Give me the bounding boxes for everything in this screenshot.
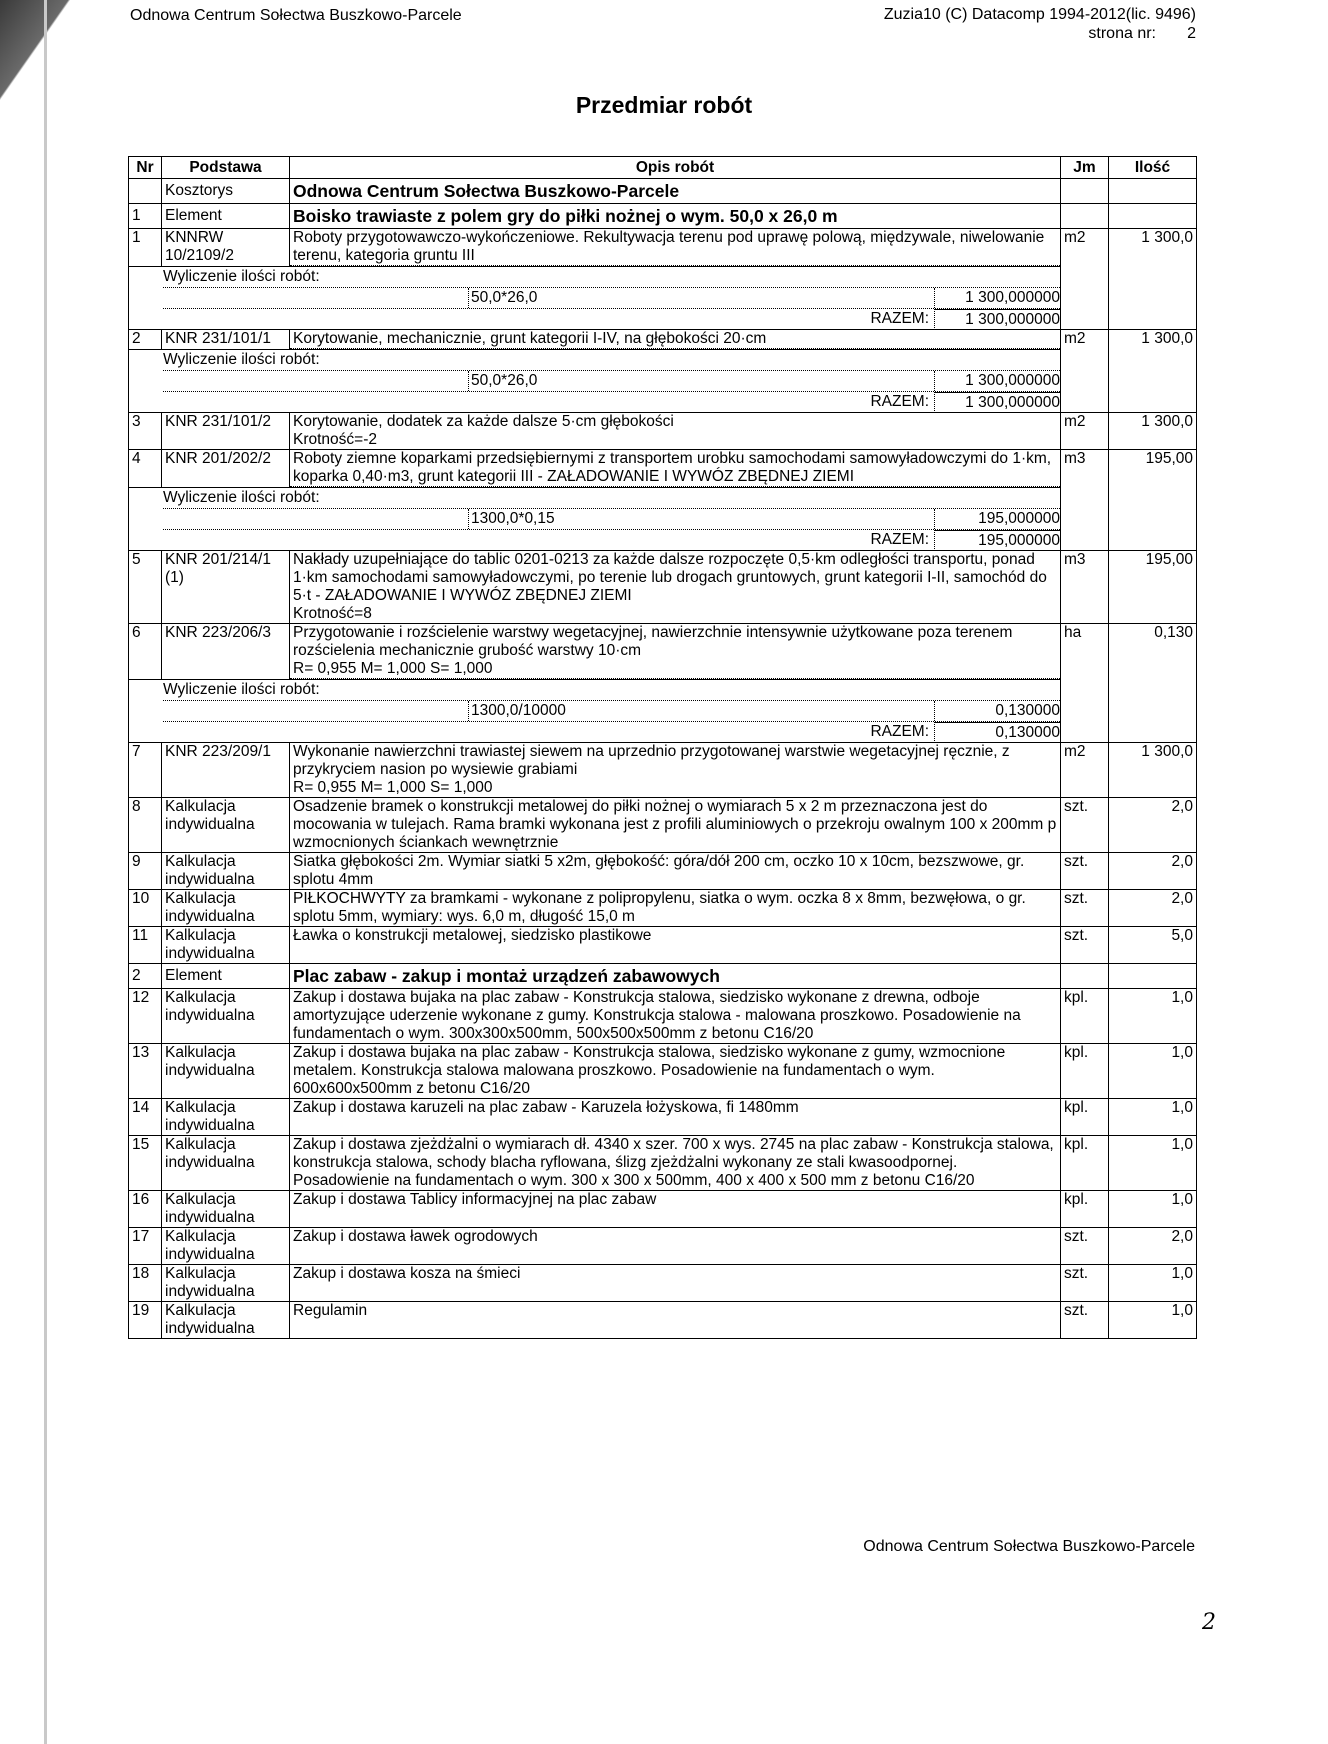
position-row — [129, 413, 1197, 450]
row-nr — [129, 179, 162, 204]
row-podstawa: KNR 231/101/2 — [162, 413, 290, 450]
row-opis: Zakup i dostawa bujaka na plac zabaw - Konstrukcja stalowa, siedzisko wykonane z drewna, odboje amortyzujące uderzenie wykonane z gumy. Konstrukcja stalowa - malowana proszkowo. Posadowienie na fundamentach o wym. 300x300x500mm, 500x500x500mm z betonu C16/20 — [290, 989, 1061, 1044]
position-row — [129, 743, 1197, 798]
calc-value: 1 300,000000 — [934, 288, 1060, 308]
row-podstawa: Kalkulacja indywidualna — [162, 1191, 290, 1228]
calc-label-text: Wyliczenie ilości robót: — [163, 489, 320, 506]
position-row — [129, 1191, 1197, 1228]
kosztorys-row — [129, 179, 1197, 204]
calc-label-text: Wyliczenie ilości robót: — [163, 681, 320, 698]
row-jm: m2 — [1061, 330, 1109, 413]
row-ilosc: 1,0 — [1109, 1265, 1197, 1302]
calc-label — [163, 267, 1060, 287]
row-ilosc: 2,0 — [1109, 890, 1197, 927]
position-row — [129, 927, 1197, 964]
opis-extra: Krotność=-2 — [293, 431, 378, 448]
calc-block — [129, 350, 1061, 413]
calc-label-text: Wyliczenie ilości robót: — [163, 268, 320, 285]
calc-lines — [163, 680, 1060, 742]
row-jm: ha — [1061, 624, 1109, 743]
row-podstawa: Kalkulacja indywidualna — [162, 798, 290, 853]
position-row — [129, 853, 1197, 890]
row-opis: Zakup i dostawa kosza na śmieci — [290, 1265, 1061, 1302]
row-ilosc — [1109, 179, 1197, 204]
opis-extra: R= 0,955 M= 1,000 S= 1,000 — [293, 660, 493, 677]
row-podstawa: KNNRW 10/2109/2 — [162, 229, 290, 267]
row-ilosc: 1,0 — [1109, 989, 1197, 1044]
calc-formula: 50,0*26,0 — [468, 288, 537, 308]
row-nr: 10 — [129, 890, 162, 927]
row-jm: kpl. — [1061, 1099, 1109, 1136]
row-opis — [290, 450, 1061, 488]
row-opis: Regulamin — [290, 1302, 1061, 1339]
row-opis: Plac zabaw - zakup i montaż urządzeń zabawowych — [290, 964, 1061, 989]
row-jm: szt. — [1061, 1265, 1109, 1302]
row-opis: Zakup i dostawa karuzeli na plac zabaw - Karuzela łożyskowa, fi 1480mm — [290, 1099, 1061, 1136]
row-ilosc: 1,0 — [1109, 1302, 1197, 1339]
row-podstawa: Kalkulacja indywidualna — [162, 1228, 290, 1265]
calc-lines — [163, 488, 1060, 550]
row-opis: Odnowa Centrum Sołectwa Buszkowo-Parcele — [290, 179, 1061, 204]
row-jm: m3 — [1061, 450, 1109, 551]
col-jm-header: Jm — [1061, 157, 1109, 179]
row-jm — [1061, 964, 1109, 989]
position-row — [129, 450, 1197, 488]
row-podstawa: KNR 223/209/1 — [162, 743, 290, 798]
row-podstawa: Kalkulacja indywidualna — [162, 1044, 290, 1099]
row-podstawa: KNR 201/214/1 (1) — [162, 551, 290, 624]
col-ilosc-header: Ilość — [1109, 157, 1197, 179]
header-page-indicator — [884, 24, 1196, 43]
calc-row — [129, 267, 1197, 330]
calc-row — [129, 350, 1197, 413]
calc-label — [163, 488, 1060, 508]
row-nr: 12 — [129, 989, 162, 1044]
opis-text: Wykonanie nawierzchni trawiastej siewem na uprzednio przygotowanej warstwie wegetacyjnej ręcznie, z przykryciem nasion po wysiewie grabiami — [293, 743, 1010, 778]
position-row — [129, 1265, 1197, 1302]
row-nr: 4 — [129, 450, 162, 488]
row-nr: 8 — [129, 798, 162, 853]
row-opis: PIŁKOCHWYTY za bramkami - wykonane z polipropylenu, siatka o wym. oczka 8 x 8mm, bezwęłowa, o gr. splotu 5mm, wymiary: wys. 6,0 m, długość 15,0 m — [290, 890, 1061, 927]
row-ilosc: 195,00 — [1109, 450, 1197, 551]
col-podstawa-header: Podstawa — [162, 157, 290, 179]
calc-label — [163, 680, 1060, 700]
row-nr: 15 — [129, 1136, 162, 1191]
row-ilosc: 1 300,0 — [1109, 229, 1197, 330]
row-podstawa: Element — [162, 964, 290, 989]
works-table — [128, 156, 1197, 1339]
calc-value: 195,000000 — [934, 509, 1060, 529]
header-project-name: Odnowa Centrum Sołectwa Buszkowo-Parcele — [130, 7, 462, 24]
opis-extra: Krotność=8 — [293, 605, 372, 622]
calc-row — [129, 488, 1197, 551]
calc-lines — [163, 267, 1060, 329]
row-nr: 7 — [129, 743, 162, 798]
row-podstawa: KNR 223/206/3 — [162, 624, 290, 680]
opis-text: Korytowanie, mechanicznie, grunt kategorii I-IV, na głębokości 20·cm — [290, 330, 1060, 349]
element-row — [129, 964, 1197, 989]
row-jm — [1061, 179, 1109, 204]
row-jm: m2 — [1061, 743, 1109, 798]
razem-value: 1 300,000000 — [934, 309, 1060, 330]
row-nr: 13 — [129, 1044, 162, 1099]
header-license: Zuzia10 (C) Datacomp 1994-2012(lic. 9496) — [883, 6, 1196, 23]
position-row — [129, 1044, 1197, 1099]
row-nr: 18 — [129, 1265, 162, 1302]
footer-project-name: Odnowa Centrum Sołectwa Buszkowo-Parcele — [863, 1538, 1195, 1555]
calc-formula-line — [163, 370, 1060, 391]
row-ilosc: 1,0 — [1109, 1099, 1197, 1136]
razem-value: 1 300,000000 — [934, 392, 1060, 413]
calc-block — [129, 488, 1061, 551]
position-row — [129, 330, 1197, 350]
row-opis — [290, 330, 1061, 350]
row-ilosc: 1 300,0 — [1109, 330, 1197, 413]
row-ilosc — [1109, 204, 1197, 229]
razem-label: RAZEM: — [870, 393, 929, 410]
razem-value: 195,000000 — [934, 530, 1060, 551]
row-ilosc: 2,0 — [1109, 798, 1197, 853]
row-opis — [290, 743, 1061, 798]
row-podstawa: Element — [162, 204, 290, 229]
calc-formula-line — [163, 287, 1060, 308]
row-opis — [290, 624, 1061, 680]
row-jm: szt. — [1061, 1302, 1109, 1339]
row-podstawa: Kalkulacja indywidualna — [162, 927, 290, 964]
row-podstawa: Kalkulacja indywidualna — [162, 1099, 290, 1136]
row-jm: szt. — [1061, 1228, 1109, 1265]
page-number: 2 — [1187, 25, 1196, 42]
calc-formula: 1300,0/10000 — [468, 701, 566, 721]
header-software-info — [884, 5, 1196, 43]
row-nr: 1 — [129, 204, 162, 229]
row-nr: 14 — [129, 1099, 162, 1136]
row-ilosc: 1 300,0 — [1109, 743, 1197, 798]
position-row — [129, 890, 1197, 927]
row-podstawa: Kosztorys — [162, 179, 290, 204]
element-row — [129, 204, 1197, 229]
col-nr-header: Nr — [129, 157, 162, 179]
opis-text: Roboty ziemne koparkami przedsiębiernymi z transportem urobku samochodami samowyładowczymi do 1·km, koparka 0,40·m3, grunt kategorii III - ZAŁADOWANIE I WYWÓZ ZBĘDNEJ ZIEMI — [290, 450, 1060, 487]
row-jm — [1061, 204, 1109, 229]
calc-row — [129, 680, 1197, 743]
row-podstawa: KNR 231/101/1 — [162, 330, 290, 350]
position-row — [129, 624, 1197, 680]
razem-label: RAZEM: — [870, 531, 929, 548]
calc-block — [129, 680, 1061, 743]
calc-formula-line — [163, 508, 1060, 529]
row-opis: Zakup i dostawa Tablicy informacyjnej na plac zabaw — [290, 1191, 1061, 1228]
scan-shadow-corner — [0, 0, 115, 160]
row-opis: Ławka o konstrukcji metalowej, siedzisko plastikowe — [290, 927, 1061, 964]
row-ilosc: 1,0 — [1109, 1044, 1197, 1099]
opis-wrap — [290, 624, 1060, 679]
position-row — [129, 1099, 1197, 1136]
row-ilosc: 2,0 — [1109, 853, 1197, 890]
row-ilosc: 1 300,0 — [1109, 413, 1197, 450]
row-nr: 6 — [129, 624, 162, 680]
calc-label — [163, 350, 1060, 370]
row-ilosc: 0,130 — [1109, 624, 1197, 743]
row-jm: kpl. — [1061, 1136, 1109, 1191]
calc-formula: 50,0*26,0 — [468, 371, 537, 391]
calc-razem-line — [163, 391, 1060, 412]
calc-razem-line — [163, 529, 1060, 550]
scan-edge-line — [44, 0, 47, 1744]
row-nr: 19 — [129, 1302, 162, 1339]
row-nr: 16 — [129, 1191, 162, 1228]
position-row — [129, 1228, 1197, 1265]
row-jm: kpl. — [1061, 989, 1109, 1044]
row-nr: 1 — [129, 229, 162, 267]
page-title: Przedmiar robót — [575, 92, 753, 118]
row-jm: m2 — [1061, 229, 1109, 330]
calc-formula-line — [163, 700, 1060, 721]
row-ilosc — [1109, 964, 1197, 989]
row-nr: 2 — [129, 330, 162, 350]
opis-extra: R= 0,955 M= 1,000 S= 1,000 — [293, 779, 493, 796]
position-row — [129, 229, 1197, 267]
row-opis — [290, 551, 1061, 624]
row-ilosc: 195,00 — [1109, 551, 1197, 624]
row-nr: 3 — [129, 413, 162, 450]
row-jm: m2 — [1061, 413, 1109, 450]
row-jm: szt. — [1061, 798, 1109, 853]
position-row — [129, 989, 1197, 1044]
row-jm: kpl. — [1061, 1191, 1109, 1228]
row-opis: Zakup i dostawa ławek ogrodowych — [290, 1228, 1061, 1265]
row-podstawa: Kalkulacja indywidualna — [162, 989, 290, 1044]
calc-label-text: Wyliczenie ilości robót: — [163, 351, 320, 368]
razem-value: 0,130000 — [934, 722, 1060, 743]
row-opis: Osadzenie bramek o konstrukcji metalowej do piłki nożnej o wymiarach 5 x 2 m przeznaczona jest do mocowania w tulejach. Rama bramki wykonana jest z profili aluminiowych o przekroju owalnym 100 x 200mm p wzmocnionych ściankach wewnętrznie — [290, 798, 1061, 853]
calc-razem-line — [163, 308, 1060, 329]
row-opis — [290, 229, 1061, 267]
col-opis-header: Opis robót — [290, 157, 1061, 179]
opis-text: Nakłady uzupełniające do tablic 0201-0213 za każde dalsze rozpoczęte 0,5·km odległości transportu, ponad 1·km samochodami samowyładowczymi, po terenie lub drogach gruntowych, grunt kategorii I-II, samochód do 5·t - ZAŁADOWANIE I WYWÓZ ZBĘDNEJ ZIEMI — [293, 551, 1047, 604]
opis-text: Roboty przygotowawczo-wykończeniowe. Rekultywacja terenu pod uprawę polową, międzywale, niwelowanie terenu, kategoria gruntu III — [290, 229, 1060, 266]
razem-label: RAZEM: — [870, 723, 929, 740]
row-jm: kpl. — [1061, 1044, 1109, 1099]
row-opis — [290, 413, 1061, 450]
opis-text: Przygotowanie i rozścielenie warstwy wegetacyjnej, nawierzchnie intensywnie użytkowane poza terenem rozścielenia mechanicznie grubość warstwy 10·cm — [293, 624, 1013, 659]
row-opis: Boisko trawiaste z polem gry do piłki nożnej o wym. 50,0 x 26,0 m — [290, 204, 1061, 229]
razem-label: RAZEM: — [870, 310, 929, 327]
calc-block — [129, 267, 1061, 330]
row-opis: Zakup i dostawa zjeżdżalni o wymiarach dł. 4340 x szer. 700 x wys. 2745 na plac zabaw - Konstrukcja stalowa, konstrukcja stalowa, schody blacha ryflowana, ślizg zjeżdżalni wykonany ze stali kwasoodpornej. Posadowienie na fundamentach o wym. 300 x 300 x 500mm, 400 x 400 x 500 mm z betonu C16/20 — [290, 1136, 1061, 1191]
calc-value: 0,130000 — [934, 701, 1060, 721]
calc-formula: 1300,0*0,15 — [468, 509, 555, 529]
row-nr: 5 — [129, 551, 162, 624]
calc-razem-line — [163, 721, 1060, 742]
position-row — [129, 551, 1197, 624]
row-podstawa: Kalkulacja indywidualna — [162, 1136, 290, 1191]
page-label: strona nr: — [1088, 25, 1156, 42]
row-podstawa: Kalkulacja indywidualna — [162, 1265, 290, 1302]
calc-value: 1 300,000000 — [934, 371, 1060, 391]
table-header-row — [129, 157, 1197, 179]
position-row — [129, 1136, 1197, 1191]
row-jm: szt. — [1061, 890, 1109, 927]
row-podstawa: KNR 201/202/2 — [162, 450, 290, 488]
row-ilosc: 1,0 — [1109, 1191, 1197, 1228]
position-row — [129, 1302, 1197, 1339]
row-jm: szt. — [1061, 927, 1109, 964]
row-podstawa: Kalkulacja indywidualna — [162, 1302, 290, 1339]
row-opis: Siatka głębokości 2m. Wymiar siatki 5 x2m, głębokość: góra/dół 200 cm, oczko 10 x 10cm, bezszwowe, gr. splotu 4mm — [290, 853, 1061, 890]
opis-text: Korytowanie, dodatek za każde dalsze 5·cm głębokości — [293, 413, 674, 430]
position-row — [129, 798, 1197, 853]
handwritten-page-number: 2 — [1202, 1610, 1216, 1635]
row-nr: 9 — [129, 853, 162, 890]
row-podstawa: Kalkulacja indywidualna — [162, 853, 290, 890]
row-nr: 11 — [129, 927, 162, 964]
row-nr: 2 — [129, 964, 162, 989]
row-jm: m3 — [1061, 551, 1109, 624]
row-opis: Zakup i dostawa bujaka na plac zabaw - Konstrukcja stalowa, siedzisko wykonane z gumy, wzmocnione metalem. Konstrukcja stalowa malowana proszkowo. Posadowienie na fundamentach o wym. 600x600x500mm z betonu C16/20 — [290, 1044, 1061, 1099]
row-ilosc: 5,0 — [1109, 927, 1197, 964]
row-ilosc: 1,0 — [1109, 1136, 1197, 1191]
row-ilosc: 2,0 — [1109, 1228, 1197, 1265]
row-jm: szt. — [1061, 853, 1109, 890]
row-podstawa: Kalkulacja indywidualna — [162, 890, 290, 927]
row-nr: 17 — [129, 1228, 162, 1265]
calc-lines — [163, 350, 1060, 412]
